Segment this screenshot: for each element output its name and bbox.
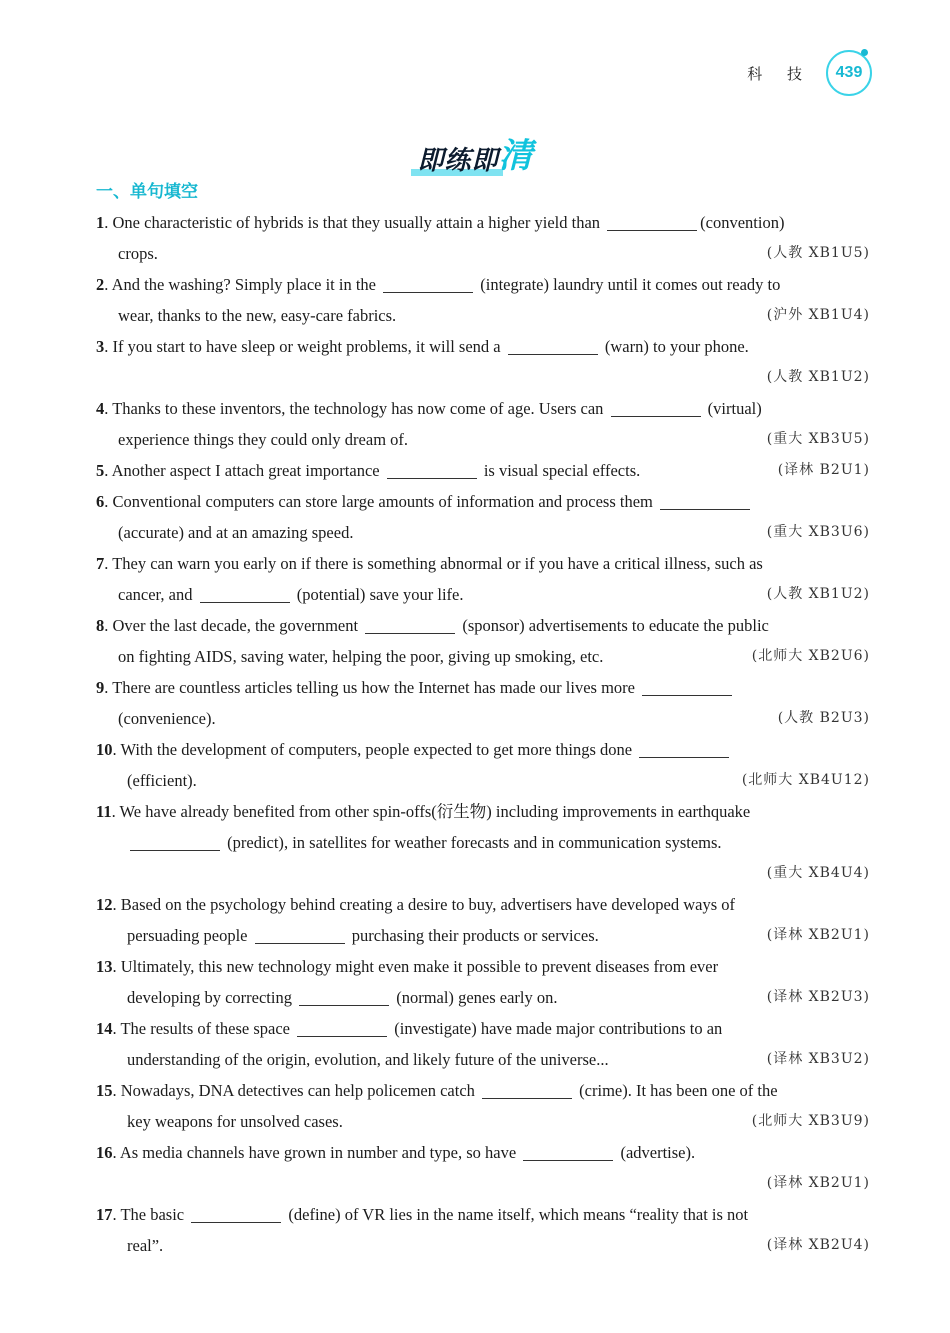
question-3: 3. If you start to have sleep or weight problems, it will send a (warn) to your phone. (人教 XB1U2)	[96, 331, 870, 393]
question-number: 14	[96, 1019, 113, 1038]
question-12: 12. Based on the psychology behind creating a desire to buy, advertisers have developed ways of (译林 XB2U1) persuading people purchasing their products or services.	[96, 889, 870, 951]
answer-blank[interactable]	[130, 832, 220, 851]
question-10: 10. With the development of computers, people expected to get more things done (北师大 XB4U12) (efficient).	[96, 734, 870, 796]
question-text-cont: persuading people	[127, 926, 248, 945]
question-source: (北师大 XB2U6)	[751, 648, 870, 664]
question-number: 7	[96, 554, 105, 573]
question-text-after: save your life.	[369, 585, 464, 604]
question-number: 9	[96, 678, 105, 697]
question-text-after: to your phone.	[652, 337, 749, 356]
answer-blank[interactable]	[200, 584, 290, 603]
answer-blank[interactable]	[508, 336, 598, 355]
question-1: 1. One characteristic of hybrids is that they usually attain a higher yield than (convention) (人教 XB1U5) crops.	[96, 207, 870, 269]
question-text: Based on the psychology behind creating a desire to buy, advertisers have developed ways of	[120, 895, 736, 914]
question-number: 1	[96, 213, 105, 232]
question-number: 16	[96, 1143, 113, 1162]
question-text: With the development of computers, people expected to get more things done	[120, 740, 633, 759]
word-hint: (crime). It has been one of the	[579, 1081, 778, 1100]
question-source: (译林 B2U1)	[777, 462, 870, 478]
question-source: (重大 XB4U4)	[766, 865, 870, 881]
question-text-after: , in satellites for weather forecasts and in communication systems.	[283, 833, 722, 852]
question-source: (译林 XB3U2)	[766, 1051, 870, 1067]
question-number: 4	[96, 399, 105, 418]
question-source: (译林 XB2U1)	[766, 1175, 870, 1191]
answer-blank[interactable]	[387, 460, 477, 479]
question-8: 8. Over the last decade, the government (sponsor) advertisements to educate the public (北师大 XB2U6) on fighting AIDS, saving water, helping the poor, giving up smoking, etc.	[96, 610, 870, 672]
question-text-cont: understanding of the origin, evolution, and likely future of the universe...	[127, 1050, 609, 1069]
question-number: 12	[96, 895, 113, 914]
question-number: 17	[96, 1205, 113, 1224]
word-hint: (warn)	[604, 337, 649, 356]
question-17: 17. The basic (define) of VR lies in the name itself, which means “reality that is not (译林 XB2U4) real”.	[96, 1199, 870, 1261]
question-text-after: purchasing their products or services.	[351, 926, 599, 945]
question-number: 11	[96, 802, 112, 821]
question-text: Another aspect I attach great importance	[111, 461, 380, 480]
answer-blank[interactable]	[297, 1018, 387, 1037]
answer-blank[interactable]	[639, 739, 729, 758]
word-hint: (virtual)	[707, 399, 762, 418]
section-title: 一、单句填空	[96, 182, 198, 202]
question-list	[96, 207, 870, 1261]
question-text: Ultimately, this new technology might even make it possible to prevent diseases from ever	[120, 957, 719, 976]
answer-blank[interactable]	[191, 1204, 281, 1223]
question-text: The results of these space	[120, 1019, 290, 1038]
answer-blank[interactable]	[642, 677, 732, 696]
word-hint: (define)	[288, 1205, 341, 1224]
question-11: 11. We have already benefited from other spin-offs(衍生物) including improvements in earthquake (predict), in satellites for weather forecasts and in communication systems. (重大 XB4U4)	[96, 796, 870, 889]
answer-blank[interactable]	[660, 491, 750, 510]
word-hint: (potential)	[296, 585, 366, 604]
answer-blank[interactable]	[523, 1142, 613, 1161]
question-4: 4. Thanks to these inventors, the technology has now come of age. Users can (virtual) (重大 XB3U5) experience things they could only dream of.	[96, 393, 870, 455]
question-13: 13. Ultimately, this new technology might even make it possible to prevent diseases from ever (译林 XB2U3) developing by correcting (normal) genes early on.	[96, 951, 870, 1013]
question-number: 8	[96, 616, 105, 635]
question-text-cont: (accurate) and at an amazing speed.	[118, 523, 354, 542]
question-2: 2. And the washing? Simply place it in the (integrate) laundry until it comes out ready to (沪外 XB1U4) wear, thanks to the new, easy-care fabrics.	[96, 269, 870, 331]
word-hint: (advertise).	[620, 1143, 696, 1162]
question-number: 5	[96, 461, 105, 480]
banner-main-text: 即练即	[417, 146, 499, 176]
subject-label: 科 技	[747, 64, 812, 83]
question-number: 15	[96, 1081, 113, 1100]
question-source: (人教 XB1U2)	[766, 586, 870, 602]
question-text: Conventional computers can store large amounts of information and process them	[112, 492, 653, 511]
badge-dot-icon	[861, 49, 868, 56]
question-text: Over the last decade, the government	[112, 616, 359, 635]
question-9: 9. There are countless articles telling us how the Internet has made our lives more (人教 B2U3) (convenience).	[96, 672, 870, 734]
question-text: There are countless articles telling us how the Internet has made our lives more	[112, 678, 635, 697]
question-16: 16. As media channels have grown in number and type, so have (advertise). (译林 XB2U1)	[96, 1137, 870, 1199]
word-hint: (predict)	[227, 833, 284, 852]
question-text-cont: experience things they could only dream of.	[118, 430, 409, 449]
question-text-after: is visual special effects.	[483, 461, 641, 480]
question-text-cont: real”.	[127, 1236, 164, 1255]
question-number: 3	[96, 337, 105, 356]
banner-accent-text: 清	[498, 136, 533, 176]
page-header	[747, 50, 872, 96]
question-source: (译林 XB2U1)	[766, 927, 870, 943]
answer-blank[interactable]	[611, 398, 701, 417]
question-text-after: laundry until it comes out ready to	[553, 275, 781, 294]
question-source: (人教 XB1U2)	[766, 369, 870, 385]
question-text-cont: developing by correcting	[127, 988, 292, 1007]
question-source: (沪外 XB1U4)	[766, 307, 870, 323]
question-text: Thanks to these inventors, the technology has now come of age. Users can	[112, 399, 604, 418]
question-source: (人教 XB1U5)	[766, 245, 870, 261]
question-source: (人教 B2U3)	[777, 710, 870, 726]
question-text: Nowadays, DNA detectives can help policemen catch	[120, 1081, 475, 1100]
question-7: 7. They can warn you early on if there is something abnormal or if you have a critical illness, such as (人教 XB1U2) cancer, and (potential) save your life.	[96, 548, 870, 610]
word-hint: (sponsor)	[462, 616, 525, 635]
question-14: 14. The results of these space (investigate) have made major contributions to an (译林 XB3U2) understanding of the origin, evolution, and likely future of the universe...	[96, 1013, 870, 1075]
question-text: They can warn you early on if there is something abnormal or if you have a critical illness, such as	[112, 554, 763, 573]
question-text-after: genes early on.	[458, 988, 558, 1007]
question-source: (重大 XB3U6)	[766, 524, 870, 540]
question-text-cont: (convenience).	[118, 709, 216, 728]
answer-blank[interactable]	[255, 925, 345, 944]
question-source: (重大 XB3U5)	[766, 431, 870, 447]
answer-blank[interactable]	[365, 615, 455, 634]
word-hint: (investigate)	[394, 1019, 477, 1038]
question-15: 15. Nowadays, DNA detectives can help policemen catch (crime). It has been one of the (北师大 XB3U9) key weapons for unsolved cases.	[96, 1075, 870, 1137]
answer-blank[interactable]	[383, 274, 473, 293]
question-text-after: of VR lies in the name itself, which means “reality that is not	[344, 1205, 749, 1224]
question-text: The basic	[120, 1205, 185, 1224]
question-text-cont: (efficient).	[127, 771, 197, 790]
question-text-cont: key weapons for unsolved cases.	[127, 1112, 343, 1131]
question-source: (北师大 XB4U12)	[741, 772, 870, 788]
question-text: And the washing? Simply place it in the	[111, 275, 377, 294]
question-text: We have already benefited from other spin-offs(衍生物) including improvements in earthquake	[119, 802, 751, 821]
question-source: (译林 XB2U4)	[766, 1237, 870, 1253]
exercise-banner	[0, 128, 950, 177]
word-hint: (convention)	[700, 213, 785, 232]
word-hint: (normal)	[396, 988, 454, 1007]
question-number: 13	[96, 957, 113, 976]
question-5: (译林 B2U1) 5. Another aspect I attach great importance is visual special effects.	[96, 455, 870, 486]
question-6: 6. Conventional computers can store large amounts of information and process them (重大 XB3U6) (accurate) and at an amazing speed.	[96, 486, 870, 548]
question-text-cont: cancer, and	[118, 585, 193, 604]
question-number: 10	[96, 740, 113, 759]
word-hint: (integrate)	[480, 275, 549, 294]
question-source: (译林 XB2U3)	[766, 989, 870, 1005]
question-text-cont: on fighting AIDS, saving water, helping the poor, giving up smoking, etc.	[118, 647, 604, 666]
question-text: If you start to have sleep or weight problems, it will send a	[112, 337, 501, 356]
question-source: (北师大 XB3U9)	[751, 1113, 870, 1129]
question-number: 2	[96, 275, 105, 294]
question-text-cont: wear, thanks to the new, easy-care fabrics.	[118, 306, 397, 325]
question-text-after: advertisements to educate the public	[528, 616, 769, 635]
question-number: 6	[96, 492, 105, 511]
answer-blank[interactable]	[299, 987, 389, 1006]
answer-blank[interactable]	[482, 1080, 572, 1099]
answer-blank[interactable]	[607, 212, 697, 231]
page-number-badge	[826, 50, 872, 96]
question-text: As media channels have grown in number and type, so have	[119, 1143, 517, 1162]
question-text-cont: crops.	[118, 244, 158, 263]
page-number: 439	[835, 64, 863, 81]
question-text: One characteristic of hybrids is that they usually attain a higher yield than	[112, 213, 601, 232]
question-text-after: have made major contributions to an	[480, 1019, 723, 1038]
